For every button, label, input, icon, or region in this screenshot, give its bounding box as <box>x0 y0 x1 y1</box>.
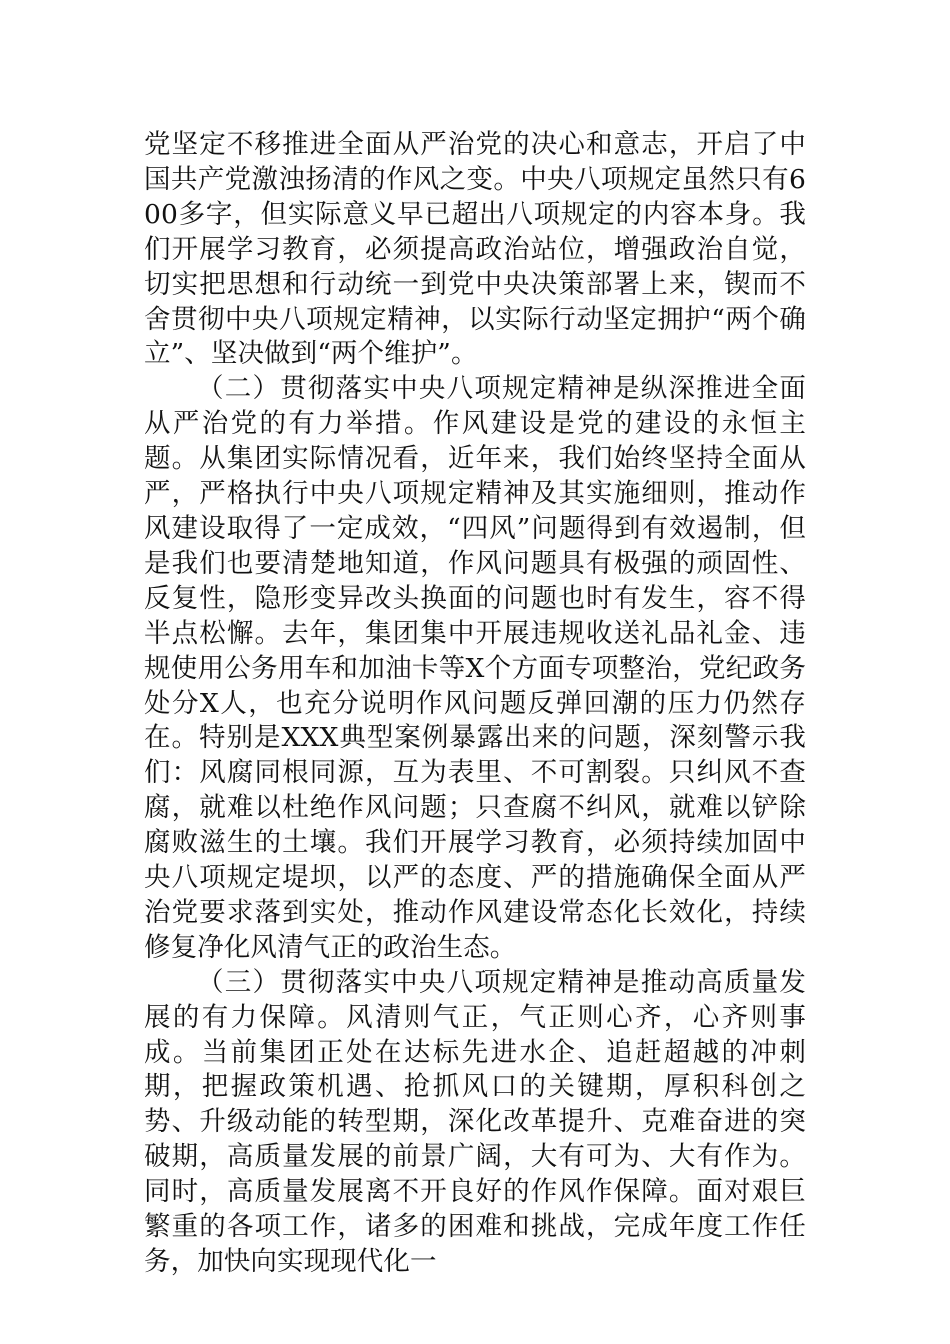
paragraph-section-three: （三）贯彻落实中央八项规定精神是推动高质量发展的有力保障。风清则气正，气正则心齐，心齐则事成。当前集团正处在达标先进水企、追赶超越的冲刺期，把握政策机遇、抢抓风口的关键期，厚积科创之势、升级动能的转型期，深化改革提升、克难奋进的突破期，高质量发展的前景广阔，大有可为、大有作为。同时，高质量发展离不开良好的作风作保障。面对艰巨繁重的各项工作，诸多的困难和挑战，完成年度工作任务，加快向实现现代化一 <box>144 966 806 1277</box>
paragraph-section-two: （二）贯彻落实中央八项规定精神是纵深推进全面从严治党的有力举措。作风建设是党的建设的永恒主题。从集团实际情况看，近年来，我们始终坚持全面从严，严格执行中央八项规定精神及其实施细则，推动作风建设取得了一定成效，“四风”问题得到有效遏制，但是我们也要清楚地知道，作风问题具有极强的顽固性、反复性，隐形变异改头换面的问题也时有发生，容不得半点松懈。去年，集团集中开展违规收送礼品礼金、违规使用公务用车和加油卡等X个方面专项整治，党纪政务处分X人，也充分说明作风问题反弹回潮的压力仍然存在。特别是XXX典型案例暴露出来的问题，深刻警示我们：风腐同根同源，互为表里、不可割裂。只纠风不查腐，就难以杜绝作风问题；只查腐不纠风，就难以铲除腐败滋生的土壤。我们开展学习教育，必须持续加固中央八项规定堤坝，以严的态度、严的措施确保全面从严治党要求落到实处，推动作风建设常态化长效化，持续修复净化风清气正的政治生态。 <box>144 373 806 963</box>
paragraph-continued: 党坚定不移推进全面从严治党的决心和意志，开启了中国共产党激浊扬清的作风之变。中央八项规定虽然只有600多字，但实际意义早已超出八项规定的内容本身。我们开展学习教育，必须提高政治站位，增强政治自觉，切实把思想和行动统一到党中央决策部署上来，锲而不舍贯彻中央八项规定精神，以实际行动坚定拥护“两个确立”、坚决做到“两个维护”。 <box>144 129 806 370</box>
body-text <box>144 128 806 1280</box>
